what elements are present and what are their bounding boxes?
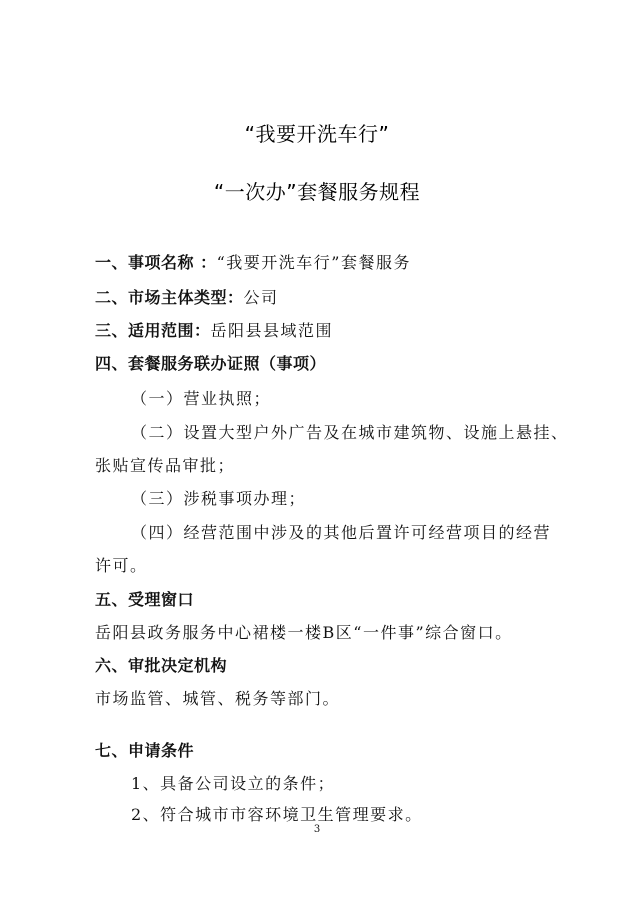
section-entity-type bbox=[95, 285, 279, 308]
section-window-heading: 五、受理窗口 bbox=[95, 590, 195, 609]
condition-item-2: 2、符合城市市容环境卫生管理要求。 bbox=[131, 805, 423, 824]
title-line-2: “一次办”套餐服务规程 bbox=[213, 180, 421, 204]
page-number: 3 bbox=[313, 824, 321, 835]
section-scope-value: 岳阳县县域范围 bbox=[210, 321, 334, 340]
section-scope-label: 三、适用范围： bbox=[95, 321, 211, 340]
license-item-4-cont: 许可。 bbox=[95, 556, 148, 575]
license-item-2-cont: 张贴宣传品审批； bbox=[95, 456, 236, 475]
section-entity-type-label: 二、市场主体类型： bbox=[95, 288, 244, 307]
license-item-2: （二）设置大型户外广告及在城市建筑物、设施上悬挂、 bbox=[131, 423, 569, 442]
section-scope bbox=[95, 318, 333, 341]
section-item-name-value: “我要开洗车行”套餐服务 bbox=[216, 253, 411, 272]
section-licenses-heading: 四、套餐服务联办证照（事项） bbox=[95, 354, 327, 373]
section-item-name-label: 一、事项名称 ： bbox=[95, 253, 217, 272]
section-window-text: 岳阳县政务服务中心裙楼一楼B区“一件事”综合窗口。 bbox=[95, 623, 513, 642]
license-item-1: （一）营业执照； bbox=[131, 389, 272, 408]
condition-item-1: 1、具备公司设立的条件； bbox=[131, 774, 336, 793]
title-line-1: “我要开洗车行” bbox=[244, 122, 390, 146]
license-item-4: （四）经营范围中涉及的其他后置许可经营项目的经营 bbox=[131, 523, 552, 542]
section-authority-heading: 六、审批决定机构 bbox=[95, 656, 228, 675]
section-item-name bbox=[95, 250, 411, 273]
section-entity-type-value: 公司 bbox=[243, 288, 279, 307]
section-conditions-heading: 七、申请条件 bbox=[95, 741, 195, 760]
section-authority-text: 市场监管、城管、税务等部门。 bbox=[95, 689, 341, 708]
license-item-3: （三）涉税事项办理； bbox=[131, 489, 307, 508]
